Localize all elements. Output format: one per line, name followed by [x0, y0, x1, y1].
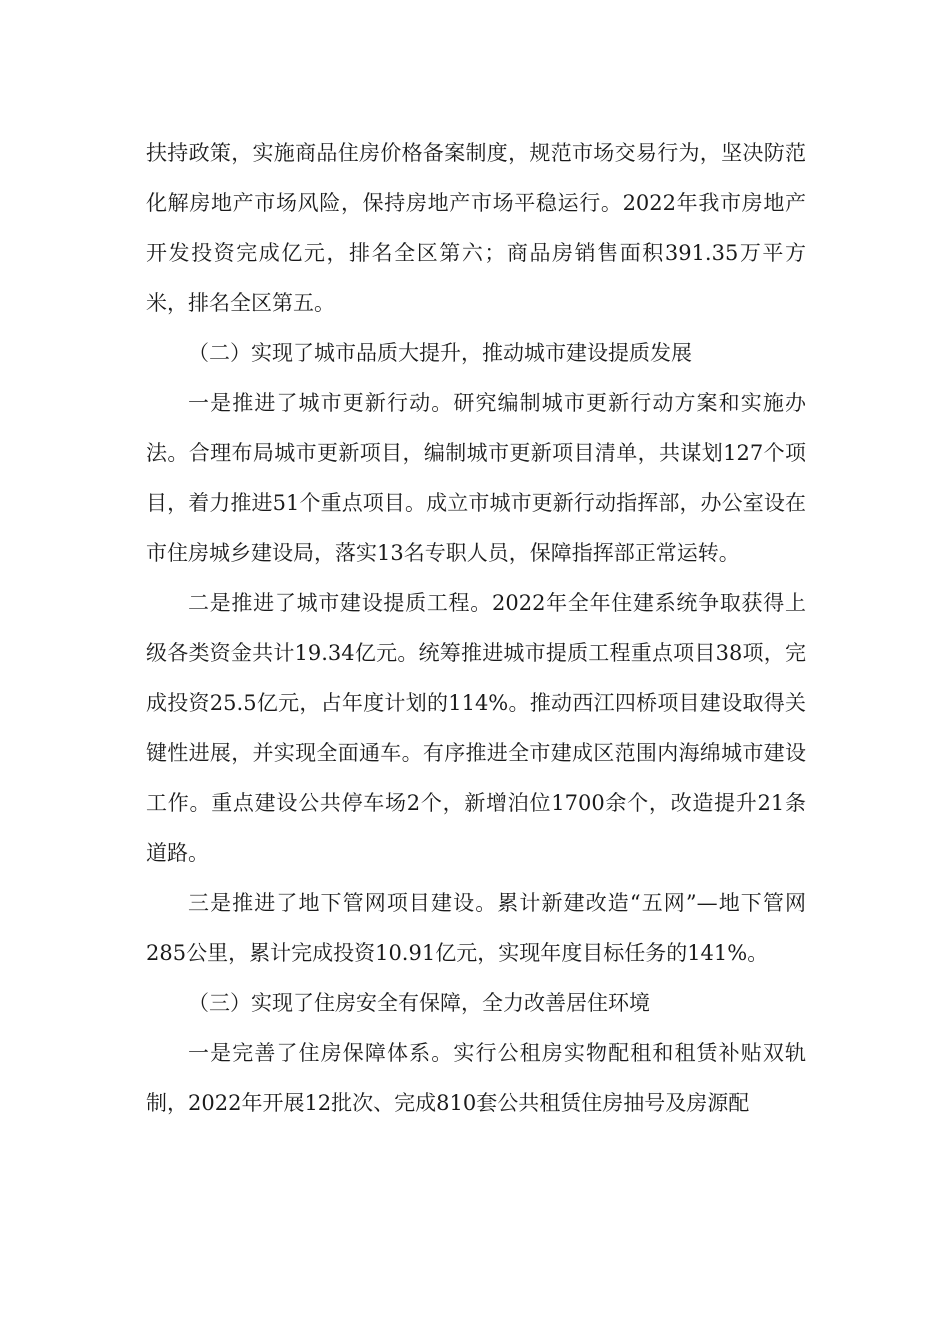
paragraph-urban-renewal: 一是推进了城市更新行动。研究编制城市更新行动方案和实施办法。合理布局城市更新项目，编制城市更新项目清单，共谋划127个项目，着力推进51个重点项目。成立市城市更新行动指挥部，办公室设在市住房城乡建设局，落实13名专职人员，保障指挥部正常运转。: [146, 391, 806, 565]
paragraph-pipe-network: 三是推进了地下管网项目建设。累计新建改造“五网”—地下管网285公里，累计完成投资10.91亿元，实现年度目标任务的141%。: [146, 891, 806, 965]
paragraph-housing-security: 一是完善了住房保障体系。实行公租房实物配租和租赁补贴双轨制，2022年开展12批次、完成810套公共租赁住房抽号及房源配: [146, 1041, 806, 1115]
paragraph-continuation: 扶持政策，实施商品住房价格备案制度，规范市场交易行为，坚决防范化解房地产市场风险，保持房地产市场平稳运行。2022年我市房地产开发投资完成亿元，排名全区第六；商品房销售面积391.35万平方米，排名全区第五。: [146, 141, 806, 315]
paragraph-quality-project: 二是推进了城市建设提质工程。2022年全年住建系统争取获得上级各类资金共计19.34亿元。统筹推进城市提质工程重点项目38项，完成投资25.5亿元，占年度计划的114%。推动西江四桥项目建设取得关键性进展，并实现全面通车。有序推进全市建成区范围内海绵城市建设工作。重点建设公共停车场2个，新增泊位1700余个，改造提升21条道路。: [146, 591, 806, 865]
section-heading-2: （二）实现了城市品质大提升，推动城市建设提质发展: [188, 341, 692, 365]
section-heading-3: （三）实现了住房安全有保障，全力改善居住环境: [188, 991, 650, 1015]
document-body: [146, 128, 806, 1128]
